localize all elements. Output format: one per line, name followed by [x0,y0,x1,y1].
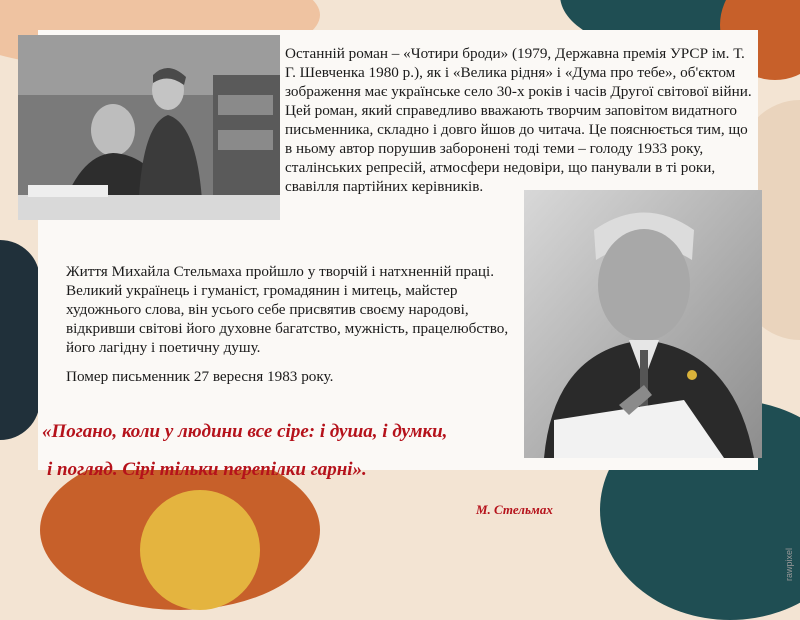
bg-navy-shape-left [0,240,40,440]
quote-line-1: «Погано, коли у людини все сіре: і душа, і думки, [42,421,448,442]
quote-author: М. Стельмах [476,502,553,517]
quote-line-2: і погляд. Сірі тільки перепілки гарні». [47,459,367,480]
paragraph-novel: Останній роман – «Чотири броди» (1979, Державна премія УРСР ім. Т. Г. Шевченка 1980 р.), як і «Велика рідня» і «Дума про тебе», об'єктом зображення має українське село 30-х років і часів Другої світової війни. Цей роман, який справедливо вважають творчим заповітом видатного письменника, складно і довго йшов до читача. Це пояснюється тим, що в ньому автор порушив заборонені тоді теми – голоду 1933 року, сталінських репресій, атмосфери недовіри, що панували в ті роки, свавілля партійних керівників. [285,45,752,195]
photo-writer-portrait [524,190,762,458]
bg-gold-shape-bottom [140,490,260,610]
watermark-text: rawpixel [784,548,794,582]
paragraph-life: Життя Михайла Стельмаха пройшло у творчій і натхненній праці. Великий українець і гуманіст, громадянин і митець, майстер художнього слова, він усього себе присвятив своєму народові, відкривши світові його духовне багатство, мужність, працелюбство, його лагідну і поетичну душу. [66,263,509,356]
paragraph-death: Помер письменник 27 вересня 1983 року. [66,368,334,385]
photo-writer-with-boy [18,35,280,220]
photo-writer-portrait-image [524,190,762,458]
photo-writer-with-boy-image [18,35,280,220]
